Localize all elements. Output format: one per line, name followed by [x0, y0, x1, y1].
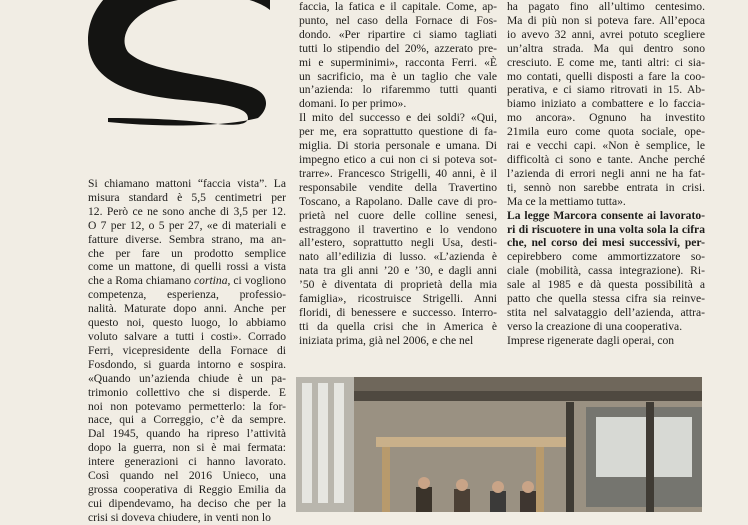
text-line: un sacrificio, ma è un taglio che vale: [299, 69, 497, 83]
text-line: La legge Marcora consente ai lavorato-: [507, 208, 705, 222]
text-line: dondo. «Per ripartire ci siamo tagliati: [299, 27, 497, 41]
text-line: nace, qui a Correggio, c’è da sempre.: [88, 413, 286, 427]
text-line: cui dipendevamo, ha deciso che per la: [88, 496, 286, 510]
text-line: ti, sennò non sarebbe entrata in crisi.: [507, 180, 705, 194]
text-line: mi e superminimi», racconta Ferri. «È: [299, 55, 497, 69]
text-line: che a Roma chiamano cortina, ci vogliono: [88, 274, 286, 288]
article-column-1: [88, 177, 286, 525]
text-line: iniziata prima, già nel 2006, e che nel: [299, 333, 474, 347]
text-line: ’50 è diventata di proprietà della mia: [299, 278, 497, 292]
dropcap-letter: [88, 0, 270, 130]
text-line: nata tra gli anni ’20 e ’30, e dagli anni: [299, 264, 497, 278]
text-line: misura standard è 5,5 centimetri per: [88, 190, 286, 204]
text-line: questo noi, questo luogo, lo abbiamo: [88, 316, 286, 330]
text-line: mo contati, quelli disposti a fare la coo-: [507, 69, 705, 83]
text-line: un’altra strada. Ma qui dentro sono: [507, 41, 705, 55]
text-line: grossa cooperativa di Reggio Emilia da: [88, 482, 286, 496]
text-line: estraggono il travertino e lo vendono: [299, 222, 497, 236]
text-line: cresciuto. E come me, tanti altri: ci sia-: [507, 55, 705, 69]
text-line: rai e vecchi capi. «Non è semplice, le: [507, 139, 705, 153]
article-column-3: [507, 0, 705, 348]
text-line: Fosdondo, si guarda intorno e sospira.: [88, 357, 286, 371]
text-line: O 7 per 12, o 5 per 27, «e di materiali e: [88, 218, 286, 232]
text-line: che, nel corso dei mesi successivi, per-: [507, 236, 705, 250]
text-line: nato all’edilizia di lusso. «L’azienda è: [299, 250, 497, 264]
text-line: ri di riscuotere in una volta sola la cifra: [507, 222, 705, 236]
text-line: miglia. Di storia personale e umana. Di: [299, 139, 497, 153]
text-line: domani. Io per primo».: [299, 97, 407, 111]
text-line: tutti lo stipendio del 20%, azzerato pre-: [299, 41, 497, 55]
text-line: fatture diverse. Sembra strano, ma an-: [88, 232, 286, 246]
text-line: difficoltà ci sono e tante. Anche perché: [507, 152, 705, 166]
text-line: Ferri, vicepresidente della Fornace di: [88, 343, 286, 357]
text-line: «Quando un’azienda chiude è un pa-: [88, 371, 286, 385]
text-line: intere generazioni ci hanno lavorato.: [88, 455, 286, 469]
factory-photo: [296, 377, 702, 512]
text-line: 21mila euro come quota sociale, ope-: [507, 125, 705, 139]
text-line: nalità. Maturate dopo anni. Anche per: [88, 302, 286, 316]
text-line: come un mattone, di quelli rossi a vista: [88, 260, 286, 274]
text-line: verso la creazione di una cooperativa.: [507, 319, 683, 333]
text-line: trarre». Francesco Strigelli, 40 anni, è il: [299, 166, 497, 180]
text-line: ciale (mobilità, cassa integrazione). Ri-: [507, 264, 705, 278]
text-line: per me, era soprattutto questione di fa-: [299, 125, 497, 139]
text-line: dopo la guerra, non si è mai fermata:: [88, 441, 286, 455]
text-line: Dal 1945, quando ha ripreso l’attività: [88, 427, 286, 441]
text-line: Ma ce la mettiamo tutta».: [507, 194, 626, 208]
text-line: Ma di più non si poteva fare. All’epoca: [507, 13, 705, 27]
text-line: voluto salvare a tutti i costi». Corrado: [88, 329, 286, 343]
text-line: all’estero, soprattutto negli Usa, desti-: [299, 236, 497, 250]
text-line: impegno etico a cui non ci si poteva sot-: [299, 152, 497, 166]
text-line: floridi, di benessere e successo. Interro-: [299, 305, 497, 319]
text-line: 12. Però ce ne sono anche di 3,5 per 12.: [88, 204, 286, 218]
text-line: trimonio collettivo che si disperde. E: [88, 385, 286, 399]
text-line: punto, nel caso della Fornace di Fos-: [299, 13, 497, 27]
text-line: Toscano, a Rapolano. Dalle cave di pro-: [299, 194, 497, 208]
text-line: responsabile vendite della Travertino: [299, 180, 497, 194]
text-line: prietà nel cuore delle colline senesi,: [299, 208, 497, 222]
text-line: Si chiamano mattoni “faccia vista”. La: [88, 177, 286, 190]
text-line: Imprese rigenerate dagli operai, con: [507, 333, 675, 347]
text-line: ha pagato fino all’ultimo centesimo.: [507, 0, 705, 13]
text-line: Il mito del successo e dei soldi? «Qui,: [299, 111, 497, 125]
text-line: noi non potevamo permetterlo: la for-: [88, 399, 286, 413]
text-line: cepirebbero come ammortizzatore so-: [507, 250, 705, 264]
text-line: competenza, esperienza, professio-: [88, 288, 286, 302]
text-line: perativa, e ci siamo ritrovati in 15. Ab-: [507, 83, 705, 97]
text-line: faccia, la fatica e il capitale. Come, ap-: [299, 0, 497, 13]
dropcap-s-glyph: [88, 0, 270, 130]
text-line: biamo iniziato a combattere e lo faccia-: [507, 97, 705, 111]
text-line: un’azienda: lo rifaremmo tutti quanti: [299, 83, 497, 97]
text-line: mo ancora». Ognuno ha investito: [507, 111, 705, 125]
text-line: crisi si doveva chiudere, in venti non lo: [88, 510, 271, 524]
text-line: patto che quella stessa cifra sia reinve-: [507, 292, 705, 306]
text-line: l’azienda di errori negli anni ne ha fat-: [507, 166, 705, 180]
text-line: che per fare un prodotto semplice: [88, 246, 286, 260]
article-column-2: [299, 0, 497, 348]
text-line: Così quando nel 2016 Unieco, una: [88, 469, 286, 483]
text-line: tti da quella crisi che in America è: [299, 319, 497, 333]
text-line: stita nel salvataggio dell’azienda, attra-: [507, 305, 705, 319]
text-line: io avevo 32 anni, avrei potuto scegliere: [507, 27, 705, 41]
text-line: famiglia», ricostruisce Strigelli. Anni: [299, 292, 497, 306]
text-line: sale al 1985 e dà questa possibilità a: [507, 278, 705, 292]
